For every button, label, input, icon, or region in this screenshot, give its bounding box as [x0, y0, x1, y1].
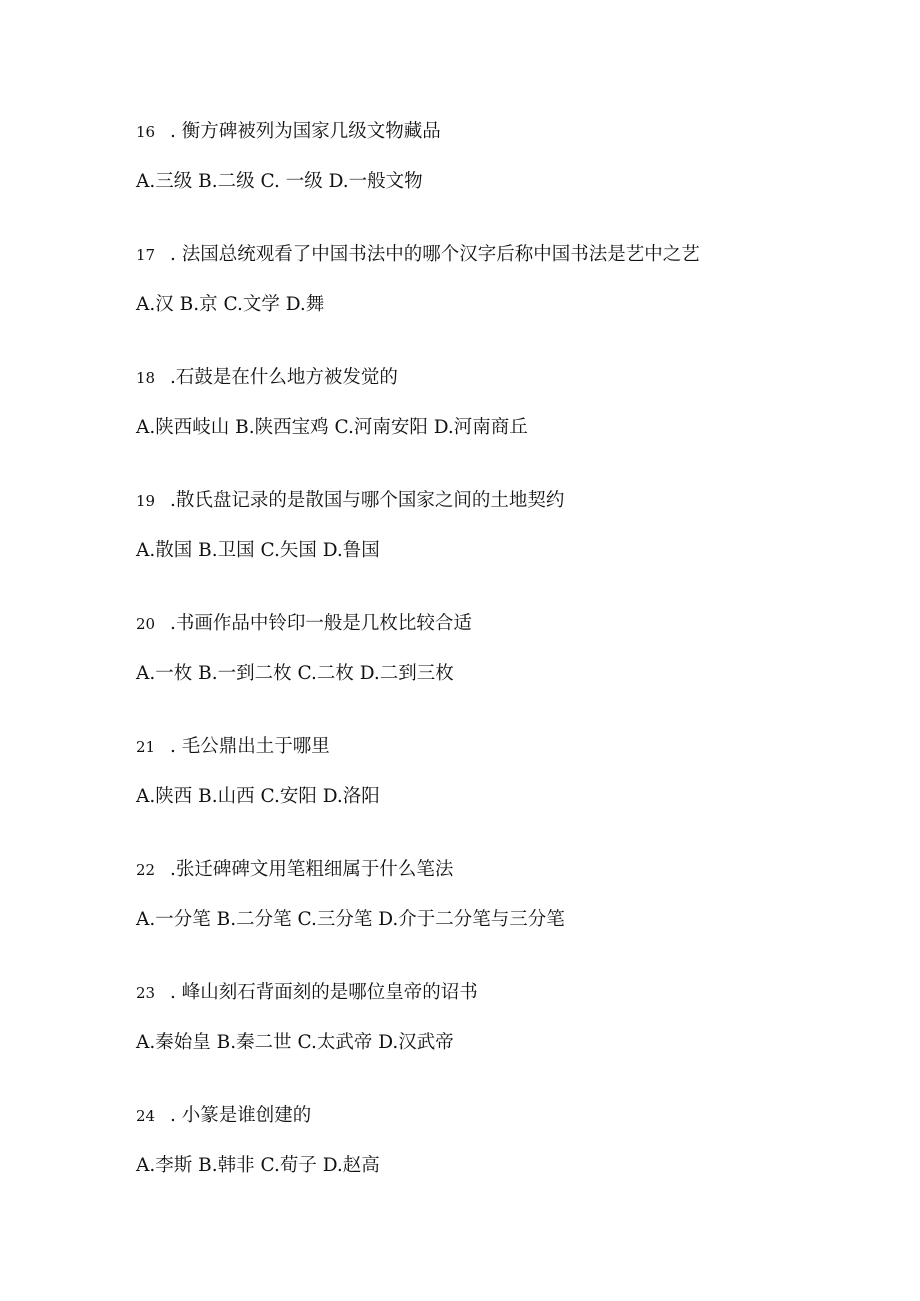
question-text: . 法国总统观看了中国书法中的哪个汉字后称中国书法是艺中之艺 — [170, 244, 700, 265]
question-line — [136, 857, 453, 883]
question-line — [136, 119, 441, 145]
question-number: 22 — [136, 861, 156, 879]
answer-options: A.陕西 B.山西 C.安阳 D.洛阳 — [136, 786, 380, 807]
question-number: 17 — [136, 246, 156, 264]
question-text: .书画作品中铃印一般是几枚比较合适 — [170, 613, 472, 634]
question-line — [136, 734, 330, 760]
question-number: 18 — [136, 369, 156, 387]
question-number: 20 — [136, 615, 156, 633]
question-text: .散氏盘记录的是散国与哪个国家之间的土地契约 — [170, 490, 565, 511]
question-text: . 毛公鼎出土于哪里 — [170, 736, 330, 757]
question-number: 21 — [136, 738, 156, 756]
question-number: 19 — [136, 492, 156, 510]
question-line — [136, 488, 564, 514]
question-text: . 小篆是谁创建的 — [170, 1105, 312, 1126]
question-text: .石鼓是在什么地方被发觉的 — [170, 367, 398, 388]
answer-options: A.一枚 B.一到二枚 C.二枚 D.二到三枚 — [136, 663, 454, 684]
question-text: . 衡方碑被列为国家几级文物藏品 — [170, 121, 441, 142]
question-line — [136, 242, 700, 268]
question-line — [136, 611, 472, 637]
question-line — [136, 365, 398, 391]
answer-options: A.散国 B.卫国 C.矢国 D.鲁国 — [136, 540, 380, 561]
question-number: 23 — [136, 984, 156, 1002]
answer-options: A.一分笔 B.二分笔 C.三分笔 D.介于二分笔与三分笔 — [136, 909, 565, 930]
question-line — [136, 1103, 311, 1129]
question-text: .张迁碑碑文用笔粗细属于什么笔法 — [170, 859, 454, 880]
question-text: . 峰山刻石背面刻的是哪位皇帝的诏书 — [170, 982, 478, 1003]
question-number: 16 — [136, 123, 156, 141]
answer-options: A.陕西岐山 B.陕西宝鸡 C.河南安阳 D.河南商丘 — [136, 417, 528, 438]
question-number: 24 — [136, 1107, 156, 1125]
answer-options: A.三级 B.二级 C. 一级 D.一般文物 — [136, 171, 423, 192]
answer-options: A.李斯 B.韩非 C.荀子 D.赵高 — [136, 1155, 380, 1176]
answer-options: A.秦始皇 B.秦二世 C.太武帝 D.汉武帝 — [136, 1032, 454, 1053]
question-line — [136, 980, 478, 1006]
answer-options: A.汉 B.京 C.文学 D.舞 — [136, 294, 325, 315]
